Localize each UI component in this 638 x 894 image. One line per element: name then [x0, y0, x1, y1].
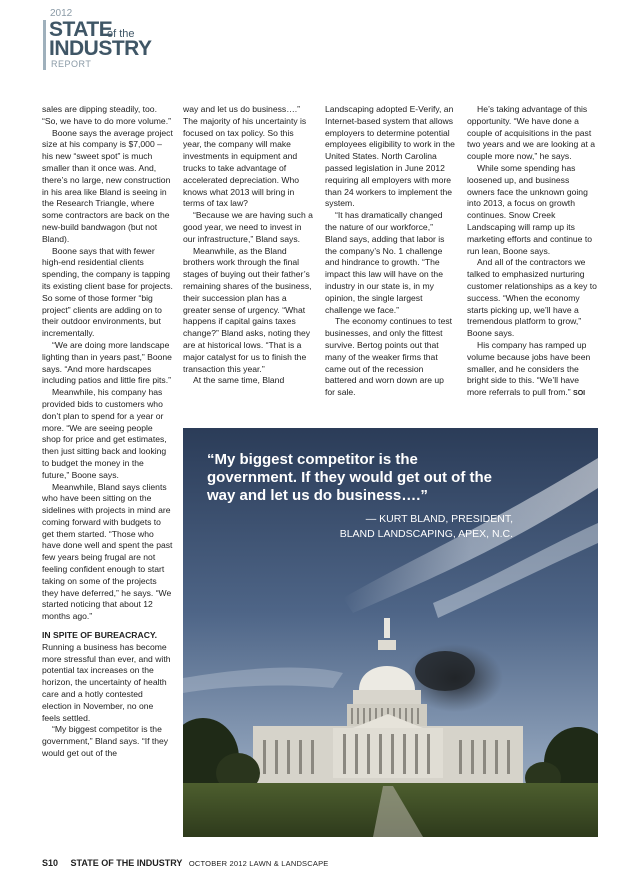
- page-number: S10: [42, 858, 59, 868]
- paragraph: Meanwhile, his company has provided bids to customers who don’t plan to spend for a year or more. “We are seeing people shop for price and get estimates, then just sitting back and looking to budget the money in the future,” Boone says.: [42, 387, 167, 480]
- logo-report: REPORT: [51, 59, 92, 69]
- paragraph: While some spending has loosened up, and business owners face the unknown going into 2013, a focus on growth continues. Snow Creek Landscaping will ramp up its marketing efforts and continue to run lean, Boone says.: [467, 162, 593, 256]
- paragraph: “My biggest competitor is the government,” Bland says. “If they would get out of the: [42, 724, 169, 759]
- paragraph: “Because we are having such a good year, we need to invest in our infrastructure,” Bland says.: [183, 210, 313, 244]
- paragraph: [467, 340, 598, 400]
- paragraph: way and let us do business….” The majority of his uncertainty is focused on tax policy. So this year, the company will make investments in equipment and trucks to take advantage of accelerated depreciation. Who knows what 2013 will bring in terms of tax law?: [183, 104, 307, 209]
- article-column-2: [183, 104, 314, 387]
- paragraph: Boone says the average project size at his company is $7,000 – his new “sweet spot” is much smaller than it once was. And, there’s no large, new construction in his area like Bland is seeing in the Research Triangle, where some contractors are back on the new-build bandwagon (but not Bland).: [42, 127, 173, 244]
- article-column-1: [42, 104, 173, 760]
- state-of-the-industry-logo: [43, 8, 183, 70]
- attribution-line-1: — KURT BLAND, PRESIDENT,: [365, 513, 513, 525]
- section-heading: IN SPITE OF BUREACRACY.: [42, 630, 158, 641]
- page-footer: [42, 858, 329, 868]
- paragraph: And all of the contractors we talked to emphasized nurturing customer relationships as a key to success. “When the economy starts picking up, we’ll have a tremendous platform to grow,” Boone says.: [467, 257, 597, 339]
- paragraph: sales are dipping steadily, too. “So, we have to do more volume.”: [42, 104, 171, 126]
- paragraph: “We are doing more landscape lighting than in years past,” Boone says. “And more hardscapes including patios and little fire pits.”: [42, 339, 172, 386]
- pull-quote: “My biggest competitor is the government. If they would get out of the way and let us do business….”: [207, 451, 492, 504]
- capitol-photo: [183, 428, 598, 837]
- logo-of-the: of the: [107, 28, 135, 40]
- paragraph: Landscaping adopted E-Verify, an Internet-based system that allows employers to determine potential employees eligibility to work in the United States. North Carolina passed legislation in June 2012 requiring all employers with more than 24 workers to implement the system.: [325, 104, 455, 209]
- article-column-3: [325, 104, 456, 399]
- article-column-4: [467, 104, 598, 400]
- pull-quote-attribution: [233, 512, 513, 542]
- paragraph: Boone says that with fewer high-end residential clients spending, the company is tapping its existing client base for projects. So some of those former “big project” clients are adding on to their outdoor environments, but incrementally.: [42, 245, 173, 339]
- logo-industry: INDUSTRY: [49, 37, 152, 60]
- paragraph: Meanwhile, as the Bland brothers work through the final stages of buying out their father’s remaining shares of the business, their succession plan has a greater sense of urgency. “What happens if capital gains taxes change?” Bland asks, noting they are at historical lows. “That is a major catalyst for us to finish the transaction this year.”: [183, 245, 312, 374]
- paragraph: Meanwhile, Bland says clients who have been sitting on the sidelines with projects in mind are coming forward with budgets to get them started. “Those who have done well and spent the past few years being frugal are not feeling confident enough to start taking on some of the projects they have deferred,” he says. “We started noticing that about 12 months ago.”: [42, 481, 173, 622]
- paragraph: At the same time, Bland: [193, 375, 285, 386]
- logo-accent-bar: [43, 20, 46, 70]
- logo-year: 2012: [50, 8, 73, 19]
- paragraph: Running a business has become more stressful than ever, and with potential tax increases on the horizon, the uncertainty of health care and a hotly contested election in November, no one feels settled.: [42, 641, 171, 723]
- end-mark: SOI: [573, 390, 586, 398]
- paragraph: The economy continues to test businesses, and only the fittest survive. Bertog points out that many of the weaker firms that came out of the recession battered and worn down are up for sale.: [325, 316, 453, 398]
- footer-publication: OCTOBER 2012 LAWN & LANDSCAPE: [188, 859, 329, 868]
- paragraph-text: His company has ramped up volume because jobs have been smaller, and he considers the bright side to this. “We’ll have more referrals to pull from.”: [467, 339, 591, 398]
- footer-section-name: STATE OF THE INDUSTRY: [70, 858, 183, 868]
- paragraph: He’s taking advantage of this opportunity. “We have done a couple of acquisitions in the past two years and we are looking at a couple more now,” he says.: [467, 104, 596, 162]
- attribution-line-2: BLAND LANDSCAPING, APEX, N.C.: [339, 528, 513, 540]
- paragraph: “It has dramatically changed the nature of our workforce,” Bland says, adding that labor is the company’s No. 1 challenge and hindrance to growth. “The impact this law will have on the industry in our state is, in my opinion, the single largest challenge we face.”: [325, 210, 445, 315]
- logo-state: STATE: [49, 18, 113, 41]
